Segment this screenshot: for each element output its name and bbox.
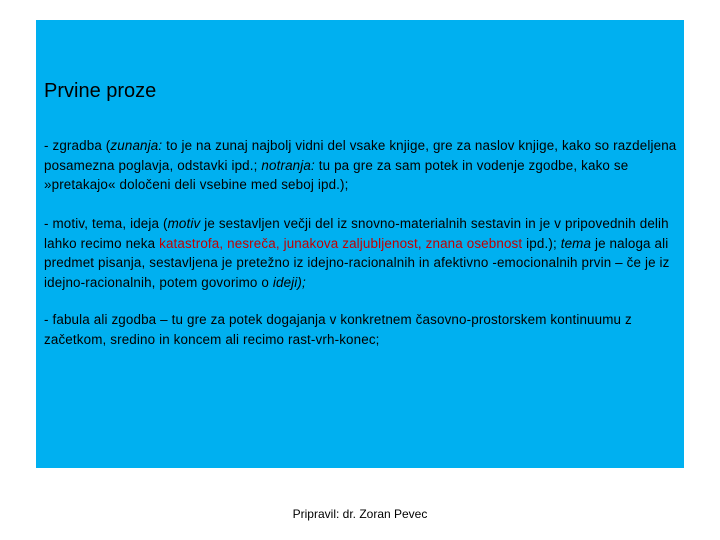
p2-text-g: je naloga ali predmet pisanja, sestavljena je pretežno iz idejno-racionalnih in afektivno -emocionalnih prvin – če je iz idejno-racionalnih, potem govorimo o xyxy=(44,235,670,290)
p2-text-e: ipd.); xyxy=(522,235,561,251)
slide-title: Prvine proze xyxy=(44,80,157,102)
paragraph-motiv-tema-ideja xyxy=(44,214,680,292)
footer-author: Pripravil: dr. Zoran Pevec xyxy=(292,507,428,521)
p3-text-a: – tu gre za potek dogajanja v konkretnem časovno-prostorskem kontinuumu z xyxy=(156,312,632,327)
paragraph-fabula xyxy=(44,310,680,349)
term-ideja: ideji); xyxy=(272,274,306,290)
motiv-examples: katastrofa, nesreča, junakova zaljubljenost, znana osebnost xyxy=(159,235,523,251)
term-fabula: - fabula ali zgodba xyxy=(44,312,157,327)
term-motiv: motiv xyxy=(167,216,201,231)
p1-text-c: to je na zunaj najbolj vidni del vsake knjige, gre za naslov knjige, kako so razdeljena posamezna poglavja, odstavki ipd.; xyxy=(44,138,677,173)
p1-text-a: ( xyxy=(101,138,111,153)
p2-text-c: je sestavljen večji del iz snovno-materialnih sestavin in je v pripovednih delih lahko recimo neka xyxy=(44,216,669,251)
term-motiv-tema-ideja: - motiv, tema, ideja xyxy=(44,216,160,231)
term-zunanja: zunanja: xyxy=(110,138,163,153)
term-zgradba: - zgradba xyxy=(44,138,102,153)
term-notranja: notranja: xyxy=(261,157,315,173)
paragraph-zgradba xyxy=(44,136,680,195)
p3-text-b: začetkom, sredino in koncem ali recimo rast-vrh-konec; xyxy=(44,331,380,347)
term-tema: tema xyxy=(560,235,592,251)
p1-text-e: tu pa gre za sam potek in vodenje zgodbe, kako se »pretakajo« določeni deli vsebine med seboj ipd.); xyxy=(44,157,629,192)
p2-text-a: ( xyxy=(159,216,168,231)
content-panel xyxy=(36,20,684,468)
